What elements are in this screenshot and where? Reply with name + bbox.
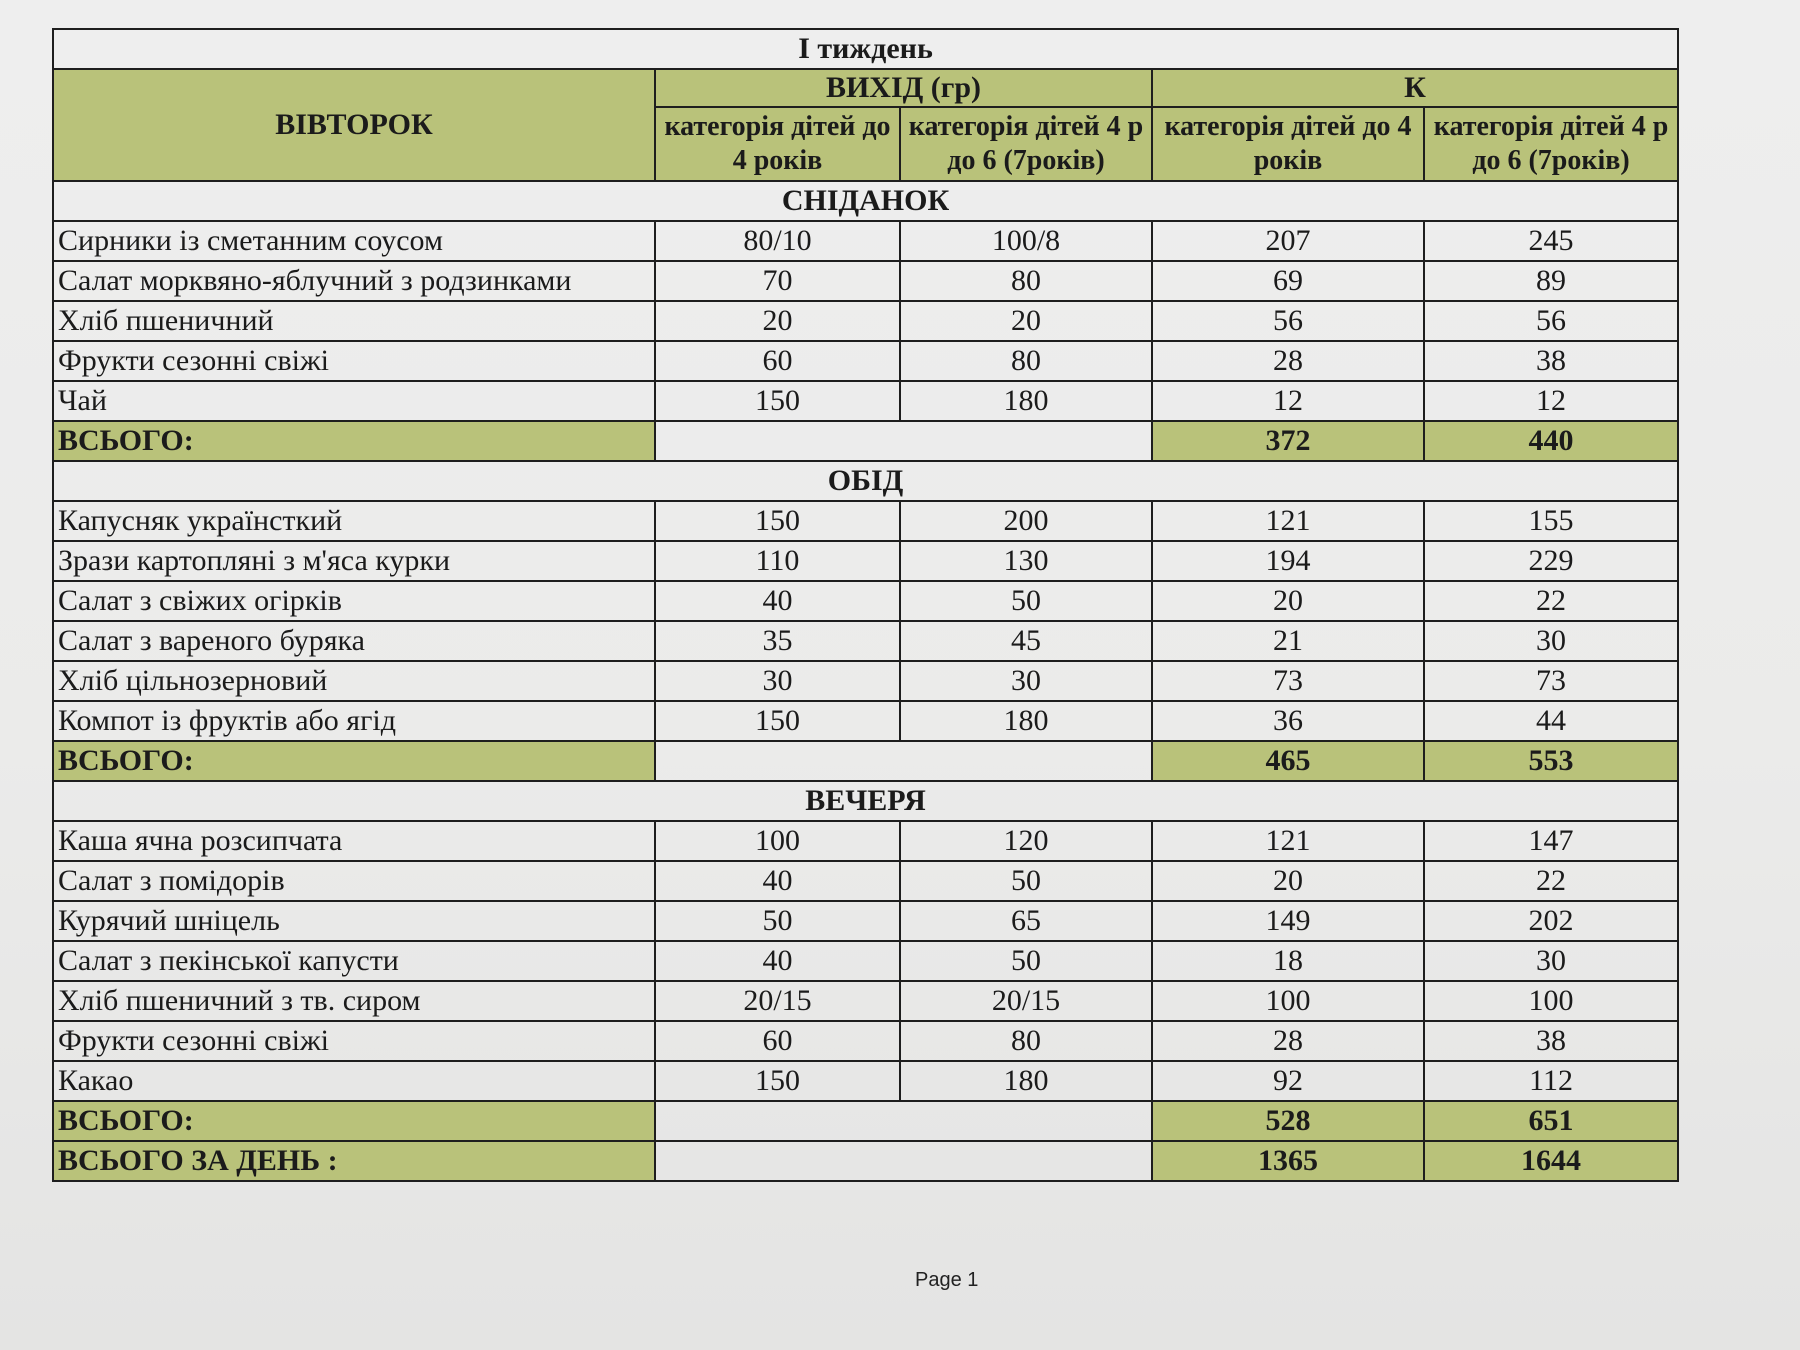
output-under4: 150 bbox=[655, 1061, 900, 1101]
dish-name: Фрукти сезонні свіжі bbox=[53, 341, 655, 381]
total-k-under4: 528 bbox=[1152, 1101, 1424, 1141]
output-under4: 60 bbox=[655, 1021, 900, 1061]
dish-name: Фрукти сезонні свіжі bbox=[53, 1021, 655, 1061]
output-under4: 110 bbox=[655, 541, 900, 581]
output-under4: 40 bbox=[655, 941, 900, 981]
output-4to7: 180 bbox=[900, 1061, 1152, 1101]
table-row bbox=[53, 261, 1678, 301]
table-row bbox=[53, 301, 1678, 341]
k-4to7: 38 bbox=[1424, 341, 1678, 381]
table-row bbox=[53, 621, 1678, 661]
total-k-4to7: 553 bbox=[1424, 741, 1678, 781]
output-4to7: 100/8 bbox=[900, 221, 1152, 261]
table-row bbox=[53, 1021, 1678, 1061]
table-row bbox=[53, 381, 1678, 421]
output-4to7: 50 bbox=[900, 941, 1152, 981]
total-label: ВСЬОГО: bbox=[53, 1101, 655, 1141]
output-under4: 150 bbox=[655, 501, 900, 541]
table-row bbox=[53, 221, 1678, 261]
dish-name: Хліб цільнозерновий bbox=[53, 661, 655, 701]
k-4to7: 12 bbox=[1424, 381, 1678, 421]
section-total-row bbox=[53, 421, 1678, 461]
day-total-k-4to7: 1644 bbox=[1424, 1141, 1678, 1181]
k-4to7-header: категорія дітей 4 р до 6 (7років) bbox=[1424, 107, 1678, 181]
k-under4: 194 bbox=[1152, 541, 1424, 581]
output-4to7: 50 bbox=[900, 581, 1152, 621]
output-4to7-header: категорія дітей 4 р до 6 (7років) bbox=[900, 107, 1152, 181]
k-under4: 18 bbox=[1152, 941, 1424, 981]
k-under4: 149 bbox=[1152, 901, 1424, 941]
table-row bbox=[53, 981, 1678, 1021]
dish-name: Салат з свіжих огірків bbox=[53, 581, 655, 621]
table-row bbox=[53, 1061, 1678, 1101]
table-row bbox=[53, 901, 1678, 941]
output-4to7: 65 bbox=[900, 901, 1152, 941]
output-4to7: 130 bbox=[900, 541, 1152, 581]
day-total-k-under4: 1365 bbox=[1152, 1141, 1424, 1181]
total-output-empty bbox=[655, 741, 1152, 781]
k-4to7: 44 bbox=[1424, 701, 1678, 741]
k-4to7: 22 bbox=[1424, 861, 1678, 901]
table-row bbox=[53, 501, 1678, 541]
dish-name: Каша ячна розсипчата bbox=[53, 821, 655, 861]
section-header-row bbox=[53, 461, 1678, 501]
k-4to7: 100 bbox=[1424, 981, 1678, 1021]
output-under4: 50 bbox=[655, 901, 900, 941]
table-row bbox=[53, 341, 1678, 381]
section-total-row bbox=[53, 1101, 1678, 1141]
total-output-empty bbox=[655, 421, 1152, 461]
output-under4: 40 bbox=[655, 581, 900, 621]
day-total-output-empty bbox=[655, 1141, 1152, 1181]
dish-name: Чай bbox=[53, 381, 655, 421]
total-output-empty bbox=[655, 1101, 1152, 1141]
dish-name: Салат з вареного буряка bbox=[53, 621, 655, 661]
total-label: ВСЬОГО: bbox=[53, 421, 655, 461]
dish-name: Капусняк українсткий bbox=[53, 501, 655, 541]
output-under4: 30 bbox=[655, 661, 900, 701]
output-4to7: 80 bbox=[900, 1021, 1152, 1061]
k-4to7: 112 bbox=[1424, 1061, 1678, 1101]
k-under4: 69 bbox=[1152, 261, 1424, 301]
section-total-row bbox=[53, 741, 1678, 781]
page-number: Page 1 bbox=[915, 1269, 979, 1291]
total-k-4to7: 651 bbox=[1424, 1101, 1678, 1141]
k-4to7: 229 bbox=[1424, 541, 1678, 581]
output-4to7: 180 bbox=[900, 701, 1152, 741]
k-under4-header: категорія дітей до 4 років bbox=[1152, 107, 1424, 181]
k-under4: 121 bbox=[1152, 821, 1424, 861]
table-row bbox=[53, 861, 1678, 901]
menu-table bbox=[52, 28, 1679, 1182]
dish-name: Салат з помідорів bbox=[53, 861, 655, 901]
section-title: СНІДАНОК bbox=[53, 181, 1678, 221]
k-under4: 28 bbox=[1152, 1021, 1424, 1061]
k-under4: 20 bbox=[1152, 861, 1424, 901]
k-under4: 73 bbox=[1152, 661, 1424, 701]
k-4to7: 245 bbox=[1424, 221, 1678, 261]
output-4to7: 120 bbox=[900, 821, 1152, 861]
k-under4: 28 bbox=[1152, 341, 1424, 381]
k-under4: 92 bbox=[1152, 1061, 1424, 1101]
output-4to7: 80 bbox=[900, 261, 1152, 301]
table-row bbox=[53, 661, 1678, 701]
k-4to7: 38 bbox=[1424, 1021, 1678, 1061]
section-title: ОБІД bbox=[53, 461, 1678, 501]
day-total-row bbox=[53, 1141, 1678, 1181]
output-under4-header: категорія дітей до 4 років bbox=[655, 107, 900, 181]
output-4to7: 30 bbox=[900, 661, 1152, 701]
output-under4: 20 bbox=[655, 301, 900, 341]
k-4to7: 30 bbox=[1424, 941, 1678, 981]
k-under4: 20 bbox=[1152, 581, 1424, 621]
total-label: ВСЬОГО: bbox=[53, 741, 655, 781]
k-under4: 56 bbox=[1152, 301, 1424, 341]
dish-name: Хліб пшеничний з тв. сиром bbox=[53, 981, 655, 1021]
dish-name: Сирники із сметанним соусом bbox=[53, 221, 655, 261]
dish-name: Салат з пекінської капусти bbox=[53, 941, 655, 981]
week-title: І тиждень bbox=[53, 29, 1678, 69]
k-4to7: 155 bbox=[1424, 501, 1678, 541]
output-under4: 80/10 bbox=[655, 221, 900, 261]
output-under4: 60 bbox=[655, 341, 900, 381]
table-row bbox=[53, 821, 1678, 861]
output-4to7: 180 bbox=[900, 381, 1152, 421]
total-k-under4: 465 bbox=[1152, 741, 1424, 781]
day-header: ВІВТОРОК bbox=[53, 69, 655, 181]
section-title: ВЕЧЕРЯ bbox=[53, 781, 1678, 821]
output-4to7: 50 bbox=[900, 861, 1152, 901]
table-row bbox=[53, 941, 1678, 981]
k-under4: 12 bbox=[1152, 381, 1424, 421]
output-4to7: 20/15 bbox=[900, 981, 1152, 1021]
k-under4: 21 bbox=[1152, 621, 1424, 661]
k-under4: 36 bbox=[1152, 701, 1424, 741]
dish-name: Зрази картопляні з м'яса курки bbox=[53, 541, 655, 581]
output-4to7: 45 bbox=[900, 621, 1152, 661]
k-4to7: 30 bbox=[1424, 621, 1678, 661]
output-under4: 35 bbox=[655, 621, 900, 661]
output-group-header: ВИХІД (гр) bbox=[655, 69, 1152, 107]
output-under4: 20/15 bbox=[655, 981, 900, 1021]
dish-name: Компот із фруктів або ягід bbox=[53, 701, 655, 741]
k-4to7: 202 bbox=[1424, 901, 1678, 941]
output-under4: 40 bbox=[655, 861, 900, 901]
total-k-under4: 372 bbox=[1152, 421, 1424, 461]
dish-name: Курячий шніцель bbox=[53, 901, 655, 941]
dish-name: Салат морквяно-яблучний з родзинками bbox=[53, 261, 655, 301]
output-under4: 150 bbox=[655, 701, 900, 741]
dish-name: Хліб пшеничний bbox=[53, 301, 655, 341]
output-4to7: 80 bbox=[900, 341, 1152, 381]
table-row bbox=[53, 541, 1678, 581]
output-under4: 100 bbox=[655, 821, 900, 861]
day-total-label: ВСЬОГО ЗА ДЕНЬ : bbox=[53, 1141, 655, 1181]
table-row bbox=[53, 581, 1678, 621]
k-4to7: 22 bbox=[1424, 581, 1678, 621]
section-header-row bbox=[53, 781, 1678, 821]
output-4to7: 200 bbox=[900, 501, 1152, 541]
k-group-header: К bbox=[1152, 69, 1678, 107]
k-under4: 100 bbox=[1152, 981, 1424, 1021]
k-4to7: 73 bbox=[1424, 661, 1678, 701]
output-4to7: 20 bbox=[900, 301, 1152, 341]
k-under4: 207 bbox=[1152, 221, 1424, 261]
output-under4: 70 bbox=[655, 261, 900, 301]
table-row bbox=[53, 701, 1678, 741]
dish-name: Какао bbox=[53, 1061, 655, 1101]
output-under4: 150 bbox=[655, 381, 900, 421]
total-k-4to7: 440 bbox=[1424, 421, 1678, 461]
k-under4: 121 bbox=[1152, 501, 1424, 541]
k-4to7: 89 bbox=[1424, 261, 1678, 301]
k-4to7: 56 bbox=[1424, 301, 1678, 341]
section-header-row bbox=[53, 181, 1678, 221]
k-4to7: 147 bbox=[1424, 821, 1678, 861]
